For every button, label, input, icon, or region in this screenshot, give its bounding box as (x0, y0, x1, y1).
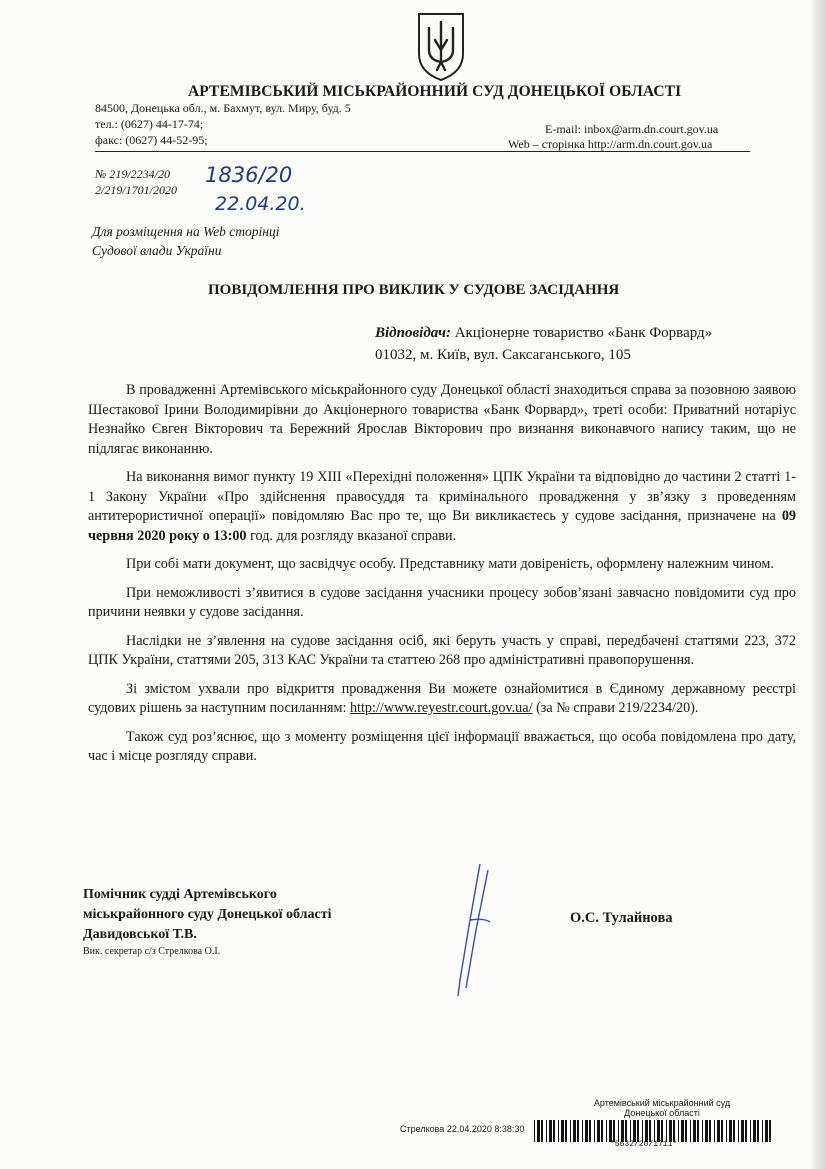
barcode-bar (673, 1120, 675, 1142)
placement-line-2: Судової влади України (92, 243, 222, 258)
barcode-bar (705, 1120, 708, 1142)
placement-line-1: Для розміщення на Web сторінці (92, 224, 280, 239)
paragraph-registry (88, 680, 796, 719)
barcode-bar (685, 1120, 687, 1142)
barcode-bar (733, 1120, 735, 1142)
barcode-bar (649, 1120, 651, 1142)
barcode-bar (601, 1120, 603, 1142)
barcode-bar (633, 1120, 636, 1142)
barcode-bar (654, 1120, 655, 1142)
barcode-bar (753, 1120, 756, 1142)
barcode-bar (669, 1120, 672, 1142)
barcode-bar (582, 1120, 583, 1142)
barcode-bar (621, 1120, 624, 1142)
barcode-bar (565, 1120, 567, 1142)
barcode (534, 1120, 774, 1142)
handwritten-date: 22.04.20. (215, 193, 306, 215)
barcode-bar (537, 1120, 540, 1142)
signatory-position (83, 885, 331, 945)
barcode-number: *5632/20/1711* (610, 1140, 678, 1149)
handwritten-outgoing-number: 1836/20 (205, 163, 293, 187)
paragraph-case: В провадженні Артемівського міськрайонного суду Донецької області знаходиться справа за позовною заявою Шестакової Ірини Володимирівни до Акціонерного товариства «Банк Форвард», треті особи: Приватний нотаріус Незнайко Євген Вікторович та Бережний Ярослав Вікторович про визнання виконавчого напису таким, що не підлягає виконанню. (88, 382, 796, 457)
barcode-bar (769, 1120, 771, 1142)
barcode-bar (609, 1120, 612, 1142)
barcode-bar (577, 1120, 579, 1142)
barcode-bar (762, 1120, 763, 1142)
stamp-line-2: Донецької області (624, 1108, 700, 1118)
barcode-bar (546, 1120, 547, 1142)
handwritten-signature (440, 860, 500, 1000)
court-web: Web – сторінка http://arm.dn.court.gov.ua (508, 137, 713, 151)
respondent-address: 01032, м. Київ, вул. Саксаганського, 105 (375, 347, 631, 363)
registry-text: Зі змістом ухвали про відкриття провадження Ви можете ознайомитися в Єдиному державному реєстрі судових рішень за наступним посиланням: (88, 680, 796, 716)
summons-text-end: год. для розгляду вказаної справи. (246, 527, 457, 544)
paragraph-consequences: Наслідки не з’явлення на судове засідання осіб, які беруть участь у справі, передбачені статтями 223, 372 ЦПК України, статтями 205, 313 КАС України та статтею 268 про адміністративні правопорушення. (88, 632, 796, 668)
paragraph-absence: При неможливості з’явитися в судове засідання учасники процесу зобов’язані завчасно повідомити суд про причини неявки у судове засідання. (88, 584, 796, 620)
barcode-bar (606, 1120, 607, 1142)
barcode-bar (585, 1120, 588, 1142)
barcode-bar (745, 1120, 747, 1142)
paragraph-summons (88, 468, 796, 546)
court-stamp (592, 1098, 732, 1118)
barcode-bar (594, 1120, 595, 1142)
barcode-bar (738, 1120, 739, 1142)
barcode-bar (678, 1120, 679, 1142)
barcode-bar (750, 1120, 751, 1142)
hearing-datetime: 09 червня 2020 року о 13:00 (88, 508, 796, 544)
barcode-bar (618, 1120, 619, 1142)
barcode-bar (714, 1120, 715, 1142)
barcode-bar (693, 1120, 696, 1142)
barcode-bar (757, 1120, 759, 1142)
court-email: E-mail: inbox@arm.dn.court.gov.ua (545, 122, 719, 136)
barcode-bar (645, 1120, 648, 1142)
proceeding-number: 2/219/1701/2020 (95, 183, 178, 197)
barcode-bar (729, 1120, 732, 1142)
page-edge (812, 0, 826, 1169)
barcode-bar (561, 1120, 564, 1142)
court-phone: тел.: (0627) 44-17-74; (95, 117, 204, 131)
barcode-bar (702, 1120, 703, 1142)
barcode-bar (553, 1120, 555, 1142)
respondent-block (375, 322, 712, 366)
barcode-bar (690, 1120, 691, 1142)
stamp-line-1: Артемівський міськрайонний суд (593, 1098, 731, 1108)
case-number: № 219/2234/20 (95, 167, 170, 181)
barcode-bar (549, 1120, 552, 1142)
barcode-bar (597, 1120, 600, 1142)
barcode-bar (625, 1120, 627, 1142)
summons-text: На виконання вимог пункту 19 XIII «Перехідні положення» ЦПК України та відповідно до частини 2 статті 1-1 Закону України «Про здійснення правосуддя та кримінального провадження у зв’язку з проведенням антитерористичної операції» повідомляю Вас про те, що Ви викликаєтесь у судове засідання, призначене на (88, 469, 796, 524)
barcode-bar (717, 1120, 720, 1142)
barcode-bar (661, 1120, 663, 1142)
signatory-line-2: міськрайонного суду Донецької області (83, 907, 332, 922)
barcode-bar (681, 1120, 684, 1142)
registration-numbers (95, 166, 177, 198)
barcode-bar (630, 1120, 631, 1142)
respondent-name: Акціонерне товариство «Банк Форвард» (454, 325, 713, 341)
notice-title: ПОВІДОМЛЕННЯ ПРО ВИКЛИК У СУДОВЕ ЗАСІДАННЯ (208, 282, 620, 298)
barcode-bar (721, 1120, 723, 1142)
respondent-label: Відповідач: (375, 325, 451, 341)
registry-text-end: (за № справи 219/2234/20). (532, 700, 699, 716)
signatory-line-1: Помічник судді Артемівського (83, 887, 277, 902)
court-fax: факс: (0627) 44-52-95; (95, 133, 208, 147)
barcode-bar (558, 1120, 559, 1142)
executor-note: Вик. секретар с/з Стрелкова О.І. (83, 946, 221, 957)
stamp-footer: Стрелкова 22.04.2020 8:38:30 (400, 1124, 525, 1134)
barcode-bar (573, 1120, 576, 1142)
notice-body (88, 381, 796, 773)
paragraph-documents: При собі мати документ, що засвідчує особу. Представнику мати довіреність, оформлену належним чином. (126, 556, 774, 572)
coat-of-arms-icon (415, 10, 467, 82)
barcode-bar (709, 1120, 711, 1142)
barcode-bar (534, 1120, 535, 1142)
paragraph-clarification: Також суд роз’яснює, що з моменту розміщення цієї інформації вважається, що особа повідомлена про дату, час і місце розгляду справи. (88, 728, 796, 764)
barcode-bar (666, 1120, 667, 1142)
barcode-bar (589, 1120, 591, 1142)
signer-name: О.С. Тулайнова (570, 910, 673, 926)
barcode-bar (726, 1120, 727, 1142)
header-divider (95, 151, 750, 152)
signatory-line-3: Давидовської Т.В. (83, 927, 197, 942)
barcode-bar (637, 1120, 639, 1142)
barcode-bar (697, 1120, 699, 1142)
barcode-bar (765, 1120, 768, 1142)
placement-note (92, 222, 279, 260)
registry-link[interactable]: http://www.reyestr.court.gov.ua/ (349, 700, 533, 716)
court-title: АРТЕМІВСЬКИЙ МІСЬКРАЙОННИЙ СУД ДОНЕЦЬКОЇ ОБЛАСТІ (188, 83, 682, 100)
court-address: 84500, Донецька обл., м. Бахмут, вул. Миру, буд. 5 (95, 101, 351, 115)
barcode-bar (657, 1120, 660, 1142)
barcode-bar (741, 1120, 744, 1142)
barcode-bar (613, 1120, 615, 1142)
barcode-bar (570, 1120, 571, 1142)
barcode-bar (541, 1120, 543, 1142)
barcode-bar (642, 1120, 643, 1142)
